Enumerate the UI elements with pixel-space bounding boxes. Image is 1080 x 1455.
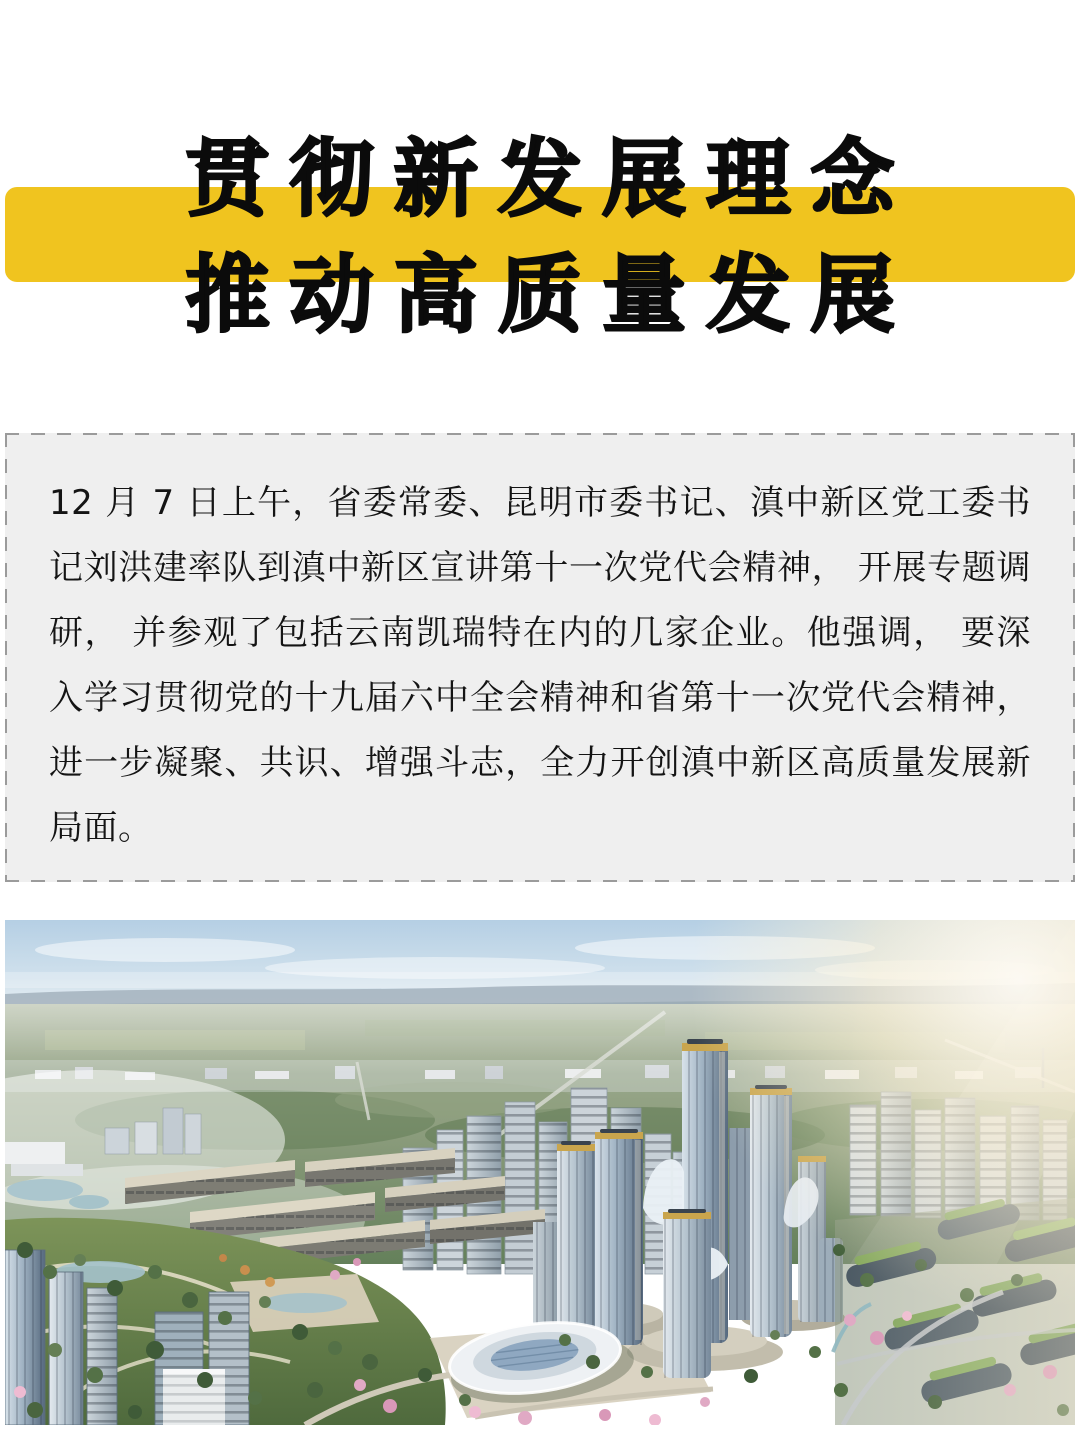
headline-line-1: 贯彻新发展理念 bbox=[185, 130, 915, 228]
city-aerial-photo bbox=[5, 920, 1075, 1425]
tower-left-1 bbox=[595, 1129, 643, 1345]
summary-box bbox=[5, 433, 1075, 882]
tower-left-0 bbox=[557, 1141, 595, 1340]
headline-line-2: 推动高质量发展 bbox=[185, 246, 915, 344]
tower-front bbox=[663, 1209, 711, 1378]
summary-text: 12 月 7 日上午，省委常委、昆明市委书记、滇中新区党工委书记刘洪建率队到滇中新区宣讲第十一次党代会精神， 开展专题调研， 并参观了包括云南凯瑞特在内的几家企业。他强调， 要深入学习贯彻党的十九届六中全会精神和省第十一次党代会精神，进一步凝聚、共识、增强斗志，全力开创滇中新区高质量发展新局面。 bbox=[49, 483, 1031, 848]
page-title bbox=[0, 121, 1080, 353]
headline bbox=[0, 0, 1080, 420]
